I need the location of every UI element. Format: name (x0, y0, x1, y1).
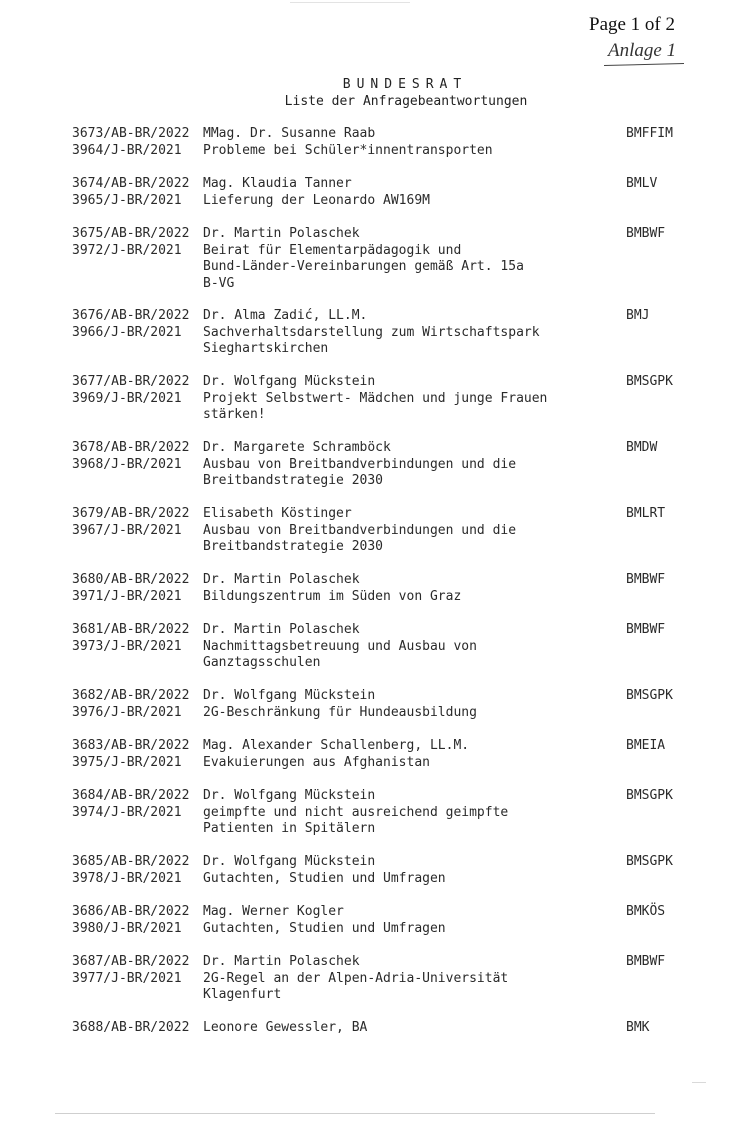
inquiry-code: 3965/J-BR/2021 (72, 192, 182, 208)
entry-text (203, 572, 623, 605)
entry-text (203, 904, 623, 937)
document-subtitle: Liste der Anfragebeantwortungen (284, 94, 528, 109)
respondent-name: Dr. Martin Polaschek (203, 226, 360, 241)
inquiry-code: 3975/J-BR/2021 (72, 754, 182, 770)
entry-text (203, 688, 623, 721)
respondent-name: Elisabeth Köstinger (203, 506, 352, 521)
ministry-code: BMBWF (626, 954, 666, 969)
inquiry-code: 3971/J-BR/2021 (72, 588, 182, 604)
inquiry-subject-line: Breitbandstrategie 2030 (203, 539, 384, 554)
respondent-name: Dr. Margarete Schramböck (203, 440, 391, 455)
list-item (72, 854, 702, 887)
inquiry-code: 3980/J-BR/2021 (72, 920, 182, 936)
entry-codes (72, 738, 203, 771)
entry-text (203, 954, 623, 1004)
entry-text (203, 440, 623, 490)
list-item (72, 622, 702, 672)
entry-codes (72, 854, 203, 887)
entry-text (203, 622, 623, 672)
inquiry-subject-line: 2G-Regel an der Alpen-Adria-Universität (203, 970, 509, 986)
entry-text (203, 854, 623, 887)
entry-text (203, 126, 623, 159)
list-item (72, 738, 702, 771)
inquiry-subject-line: Gutachten, Studien und Umfragen (203, 870, 446, 886)
ministry-code: BMK (626, 1020, 650, 1035)
list-item (72, 176, 702, 209)
entry-text (203, 226, 623, 292)
answer-code: 3681/AB-BR/2022 (72, 622, 190, 637)
respondent-name: Dr. Wolfgang Mückstein (203, 688, 376, 703)
respondent-name: Dr. Wolfgang Mückstein (203, 788, 376, 803)
inquiry-subject-line: 2G-Beschränkung für Hundeausbildung (203, 704, 477, 720)
list-item (72, 688, 702, 721)
list-item (72, 440, 702, 490)
answer-code: 3679/AB-BR/2022 (72, 506, 190, 521)
respondent-name: Mag. Klaudia Tanner (203, 176, 352, 191)
list-item (72, 1020, 702, 1037)
handwritten-underline (604, 63, 684, 66)
inquiry-subject-line: stärken! (203, 407, 266, 422)
inquiry-subject-line: Ganztagsschulen (203, 655, 321, 670)
inquiry-subject-line: Lieferung der Leonardo AW169M (203, 192, 430, 208)
ministry-code: BMSGPK (626, 788, 673, 803)
inquiry-code: 3966/J-BR/2021 (72, 324, 182, 340)
inquiry-subject-line: Evakuierungen aus Afghanistan (203, 754, 430, 770)
entry-codes (72, 622, 203, 672)
entry-text (203, 506, 623, 556)
answer-code: 3675/AB-BR/2022 (72, 226, 190, 241)
ministry-code: BMJ (626, 308, 650, 323)
respondent-name: Dr. Martin Polaschek (203, 572, 360, 587)
respondent-name: Dr. Wolfgang Mückstein (203, 374, 376, 389)
inquiry-subject-line: Sieghartskirchen (203, 341, 329, 356)
list-item (72, 226, 702, 292)
inquiry-subject-line: Sachverhaltsdarstellung zum Wirtschaftspark (203, 324, 540, 340)
inquiry-subject-line: Beirat für Elementarpädagogik und (203, 242, 462, 258)
inquiry-subject-line: B-VG (203, 275, 235, 291)
answer-code: 3673/AB-BR/2022 (72, 126, 190, 141)
ministry-code: BMSGPK (626, 854, 673, 869)
inquiry-code: 3968/J-BR/2021 (72, 456, 182, 472)
entry-codes (72, 440, 203, 490)
ministry-code: BMSGPK (626, 374, 673, 389)
respondent-name: Dr. Wolfgang Mückstein (203, 854, 376, 869)
inquiry-code: 3974/J-BR/2021 (72, 804, 182, 820)
inquiry-subject-line: Breitbandstrategie 2030 (203, 473, 384, 488)
list-item (72, 572, 702, 605)
inquiry-subject-line: Bund-Länder-Vereinbarungen gemäß Art. 15a (203, 259, 524, 274)
answer-code: 3685/AB-BR/2022 (72, 854, 190, 869)
answer-code: 3680/AB-BR/2022 (72, 572, 190, 587)
entry-text (203, 738, 623, 771)
inquiry-subject-line: Patienten in Spitälern (203, 821, 376, 836)
inquiry-code: 3978/J-BR/2021 (72, 870, 182, 886)
scan-artifact-mark (692, 1082, 706, 1083)
inquiry-code: 3972/J-BR/2021 (72, 242, 182, 258)
list-item (72, 506, 702, 556)
inquiry-code: 3973/J-BR/2021 (72, 638, 182, 654)
entry-codes (72, 226, 203, 292)
list-item (72, 374, 702, 424)
entry-codes (72, 308, 203, 358)
answer-code: 3684/AB-BR/2022 (72, 788, 190, 803)
answer-code: 3676/AB-BR/2022 (72, 308, 190, 323)
handwritten-annotation: Anlage 1 (608, 40, 677, 61)
ministry-code: BMBWF (626, 622, 666, 637)
respondent-name: Mag. Alexander Schallenberg, LL.M. (203, 738, 470, 753)
respondent-name: Dr. Alma Zadić, LL.M. (203, 308, 368, 323)
answer-code: 3687/AB-BR/2022 (72, 954, 190, 969)
list-item (72, 788, 702, 838)
answer-code: 3688/AB-BR/2022 (72, 1020, 190, 1035)
ministry-code: BMFFIM (626, 126, 673, 141)
list-item (72, 904, 702, 937)
inquiry-subject-line: Ausbau von Breitbandverbindungen und die (203, 456, 517, 472)
answer-code: 3677/AB-BR/2022 (72, 374, 190, 389)
respondent-name: Mag. Werner Kogler (203, 904, 344, 919)
inquiry-subject-line: Klagenfurt (203, 987, 282, 1002)
inquiry-subject-line: Bildungszentrum im Süden von Graz (203, 588, 462, 604)
inquiry-code: 3967/J-BR/2021 (72, 522, 182, 538)
ministry-code: BMLRT (626, 506, 666, 521)
entry-codes (72, 904, 203, 937)
ministry-code: BMLV (626, 176, 658, 191)
inquiry-code: 3977/J-BR/2021 (72, 970, 182, 986)
entry-text (203, 788, 623, 838)
scan-artifact-line (55, 1113, 655, 1114)
respondent-name: Dr. Martin Polaschek (203, 954, 360, 969)
scan-artifact-line (290, 2, 410, 3)
answer-code: 3686/AB-BR/2022 (72, 904, 190, 919)
answer-code: 3678/AB-BR/2022 (72, 440, 190, 455)
entry-codes (72, 954, 203, 1004)
entry-codes (72, 176, 203, 209)
inquiry-code: 3969/J-BR/2021 (72, 390, 182, 406)
entry-codes (72, 1020, 203, 1037)
inquiry-subject-line: Projekt Selbstwert- Mädchen und junge Frauen (203, 390, 548, 406)
respondent-name: Leonore Gewessler, BA (203, 1020, 368, 1035)
inquiry-code: 3964/J-BR/2021 (72, 142, 182, 158)
inquiry-subject-line: Ausbau von Breitbandverbindungen und die (203, 522, 517, 538)
entry-codes (72, 506, 203, 556)
list-item (72, 954, 702, 1004)
list-item (72, 308, 702, 358)
entry-text (203, 176, 623, 209)
entry-codes (72, 374, 203, 424)
entry-codes (72, 688, 203, 721)
ministry-code: BMSGPK (626, 688, 673, 703)
list-item (72, 126, 702, 159)
answer-code: 3682/AB-BR/2022 (72, 688, 190, 703)
inquiry-subject-line: geimpfte und nicht ausreichend geimpfte (203, 804, 509, 820)
ministry-code: BMBWF (626, 226, 666, 241)
inquiry-subject-line: Nachmittagsbetreuung und Ausbau von (203, 638, 477, 654)
respondent-name: Dr. Martin Polaschek (203, 622, 360, 637)
entry-codes (72, 788, 203, 838)
ministry-code: BMKÖS (626, 904, 666, 919)
page-number: Page 1 of 2 (589, 14, 676, 35)
ministry-code: BMBWF (626, 572, 666, 587)
answer-code: 3674/AB-BR/2022 (72, 176, 190, 191)
answer-code: 3683/AB-BR/2022 (72, 738, 190, 753)
inquiry-code: 3976/J-BR/2021 (72, 704, 182, 720)
document-title: BUNDESRAT (342, 77, 468, 92)
entry-text (203, 1020, 623, 1037)
inquiry-subject-line: Gutachten, Studien und Umfragen (203, 920, 446, 936)
ministry-code: BMDW (626, 440, 658, 455)
entry-text (203, 374, 623, 424)
entry-codes (72, 572, 203, 605)
entry-text (203, 308, 623, 358)
ministry-code: BMEIA (626, 738, 666, 753)
entry-codes (72, 126, 203, 159)
inquiry-subject-line: Probleme bei Schüler*innentransporten (203, 142, 493, 158)
respondent-name: MMag. Dr. Susanne Raab (203, 126, 376, 141)
